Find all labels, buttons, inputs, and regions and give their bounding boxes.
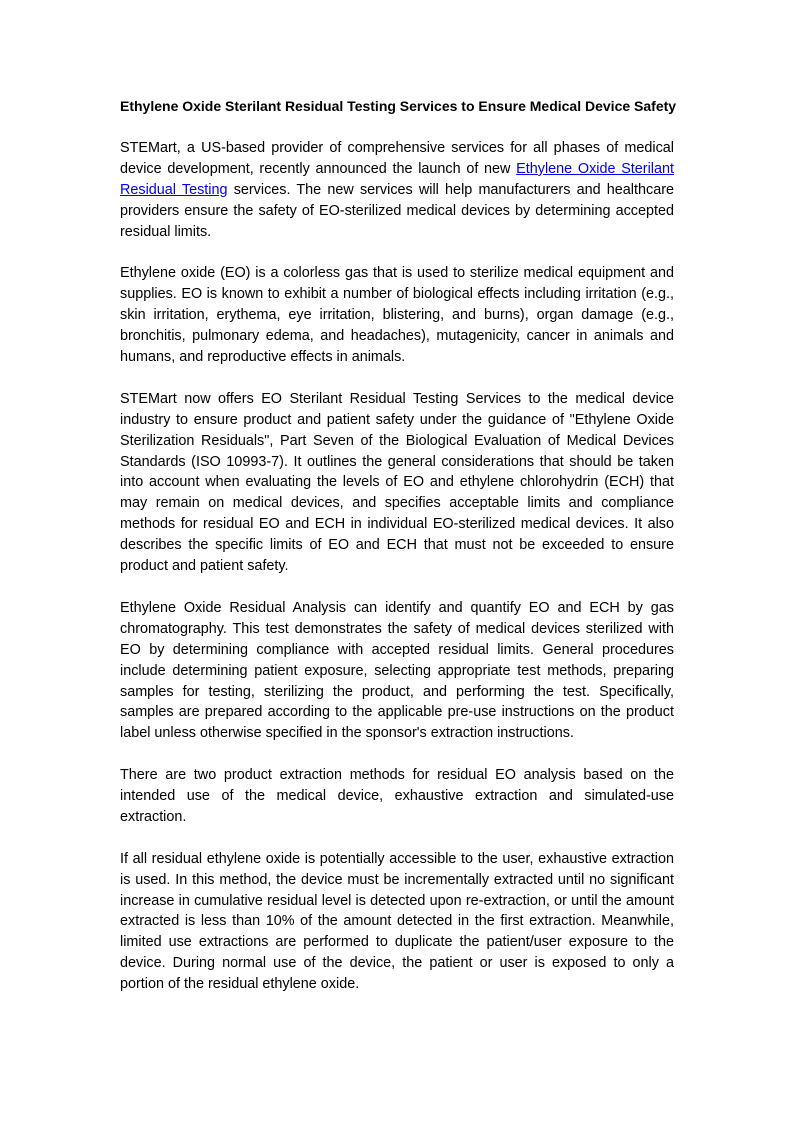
document-title: Ethylene Oxide Sterilant Residual Testing Services to Ensure Medical Device Safety bbox=[120, 98, 677, 114]
paragraph-iso-guidance: STEMart now offers EO Sterilant Residual Testing Services to the medical device industry to ensure product and patient safety under the guidance of "Ethylene Oxide Sterilization Residuals", Part Seven of the Biological Evaluation of Medical Devices Standards (ISO 10993-7). It outlines the general considerations that should be taken into account when evaluating the levels of EO and ethylene chlorohydrin (ECH) that may remain on medical devices, and specifies acceptable limits and compliance methods for residual EO and ECH in individual EO-sterilized medical devices. It also describes the specific limits of EO and ECH that must not be exceeded to ensure product and patient safety. bbox=[120, 390, 674, 575]
paragraph-eo-description: Ethylene oxide (EO) is a colorless gas that is used to sterilize medical equipment and supplies. EO is known to exhibit a number of biological effects including irritation (e.g., skin irritation, erythema, eye irritation, blistering, and burns), organ damage (e.g., bronchitis, pulmonary edema, and headaches), mutagenicity, cancer in animals and humans, and reproductive effects in animals. bbox=[120, 265, 674, 366]
paragraph-announcement-lead: STEMart, a US-based provider of comprehensive services for all phases of medical device development, recently announced the launch of new bbox=[120, 140, 674, 177]
eo-residual-testing-link[interactable]: Ethylene Oxide Sterilant Residual Testing bbox=[120, 160, 674, 198]
paragraph-announcement bbox=[120, 138, 674, 243]
paragraph-announcement-tail: services. The new services will help manufacturers and healthcare providers ensure the safety of EO-sterilized medical devices by determining accepted residual limits. bbox=[120, 181, 674, 240]
paragraph-extraction-methods: There are two product extraction methods for residual EO analysis based on the intended use of the medical device, exhaustive extraction and simulated-use extraction. bbox=[120, 767, 674, 825]
paragraph-residual-analysis: Ethylene Oxide Residual Analysis can identify and quantify EO and ECH by gas chromatography. This test demonstrates the safety of medical devices sterilized with EO by determining compliance with accepted residual limits. General procedures include determining patient exposure, selecting appropriate test methods, preparing samples for testing, sterilizing the product, and performing the test. Specifically, samples are prepared according to the applicable pre-use instructions on the product label unless otherwise specified in the sponsor's extraction instructions. bbox=[120, 599, 674, 742]
paragraph-exhaustive-extraction: If all residual ethylene oxide is potentially accessible to the user, exhaustive extraction is used. In this method, the device must be incrementally extracted until no significant increase in cumulative residual level is detected upon re-extraction, or until the amount extracted is less than 10% of the amount detected in the first extraction. Meanwhile, limited use extractions are performed to duplicate the patient/user exposure to the device. During normal use of the device, the patient or user is exposed to only a portion of the residual ethylene oxide. bbox=[120, 850, 674, 993]
